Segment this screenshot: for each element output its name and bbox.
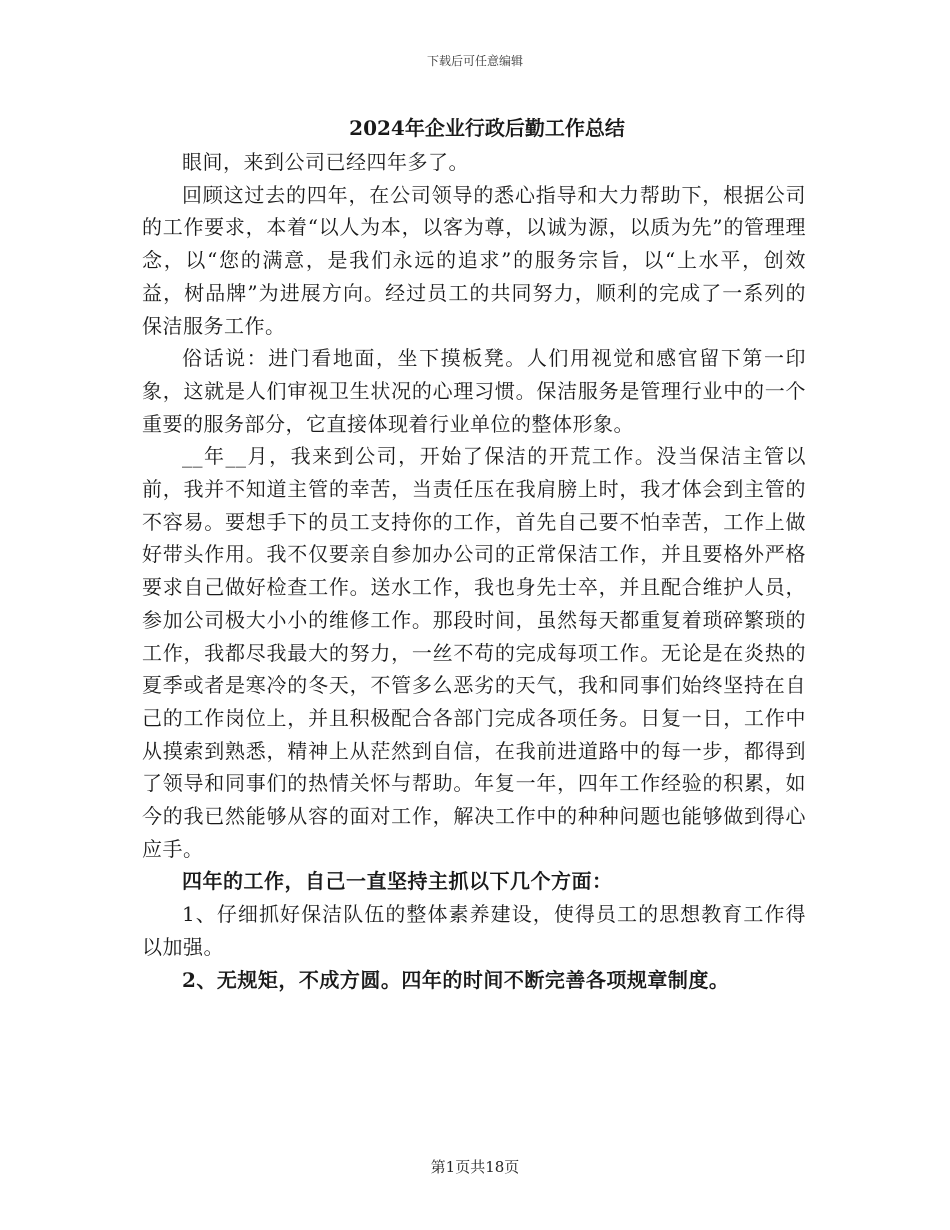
paragraph-proverb: 俗话说：进门看地面，坐下摸板凳。人们用视觉和感官留下第一印象，这就是人们审视卫生状况的心理习惯。保洁服务是管理行业中的一个重要的服务部分，它直接体现着行业单位的整体形象。	[142, 346, 806, 436]
paragraph-experience: __年__月，我来到公司，开始了保洁的开荒工作。没当保洁主管以前，我并不知道主管的幸苦，当责任压在我肩膀上时，我才体会到主管的不容易。要想手下的员工支持你的工作，首先自己要不怕幸苦，工作上做好带头作用。我不仅要亲自参加办公司的正常保洁工作，并且要格外严格要求自己做好检查工作。送水工作，我也身先士卒，并且配合维护人员，参加公司极大小小的维修工作。那段时间，虽然每天都重复着琐碎繁琐的工作，我都尽我最大的努力，一丝不苟的完成每项工作。无论是在炎热的夏季或者是寒冷的冬天，不管多么恶劣的天气，我和同事们始终坚持在自己的工作岗位上，并且积极配合各部门完成各项任务。日复一日，工作中从摸索到熟悉，精神上从茫然到自信，在我前进道路中的每一步，都得到了领导和同事们的热情关怀与帮助。年复一年，四年工作经验的积累，如今的我已然能够从容的面对工作，解决工作中的种种问题也能够做到得心应手。	[142, 444, 806, 861]
paragraph-review: 回顾这过去的四年，在公司领导的悉心指导和大力帮助下，根据公司的工作要求，本着“以人为本，以客为尊，以诚为源，以质为先”的管理理念，以“您的满意，是我们永远的追求”的服务宗旨，以“上水平，创效益，树品牌”为进展方向。经过员工的共同努力，顺利的完成了一系列的保洁服务工作。	[142, 182, 806, 338]
list-item-1: 1、仔细抓好保洁队伍的整体素养建设，使得员工的思想教育工作得以加强。	[142, 902, 806, 959]
page-footer: 第1页共18页	[430, 1158, 520, 1176]
list-item-2: 2、无规矩，不成方圆。四年的时间不断完善各项规章制度。	[182, 967, 730, 992]
section-heading-focus: 四年的工作，自己一直坚持主抓以下几个方面：	[182, 869, 613, 894]
header-note: 下载后可任意编辑	[426, 54, 523, 68]
paragraph-intro: 眼间，来到公司已经四年多了。	[182, 150, 469, 174]
document-title: 2024年企业行政后勤工作总结	[349, 116, 625, 140]
document-body	[142, 112, 806, 996]
